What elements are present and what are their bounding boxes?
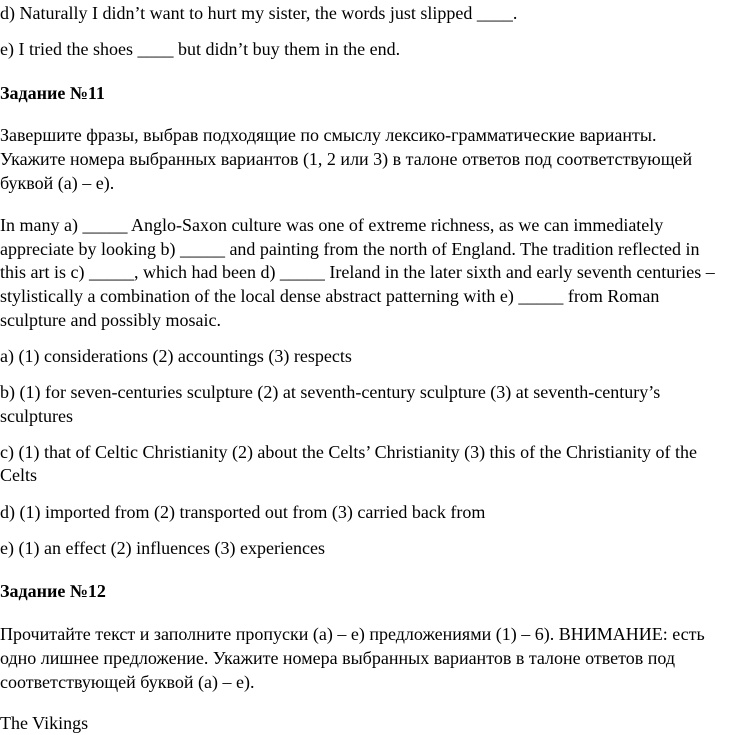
option-e: e) (1) an effect (2) influences (3) experiences (0, 538, 325, 558)
option-c: c) (1) that of Celtic Christianity (2) about the Celts’ Christianity (3) this of the Christianity of the (0, 442, 698, 462)
text-title: The Vikings (0, 713, 89, 733)
task-12-heading: Задание №12 (0, 581, 106, 601)
option-a: a) (1) considerations (2) accountings (3) respects (0, 346, 352, 366)
text-line: In many a) _____ Anglo-Saxon culture was one of extreme richness, as we can immediately (0, 215, 664, 235)
text-line: appreciate by looking b) _____ and painting from the north of England. The tradition reflected in (0, 239, 700, 259)
instruction-line: одно лишнее предложение. Укажите номера выбранных вариантов в талоне ответов под (0, 648, 676, 668)
instruction-line: соответствующей буквой (а) – е). (0, 672, 255, 692)
instruction-line: буквой (а) – е). (0, 173, 115, 193)
text-line: stylistically a combination of the local dense abstract patterning with e) _____ from Roman (0, 286, 660, 306)
task-11-heading: Задание №11 (0, 83, 105, 103)
text-line: sculpture and possibly mosaic. (0, 310, 221, 330)
option-b-continued: sculptures (0, 406, 73, 426)
option-b: b) (1) for seven-centuries sculpture (2) at seventh-century sculpture (3) at seventh-century’s (0, 382, 661, 402)
text-line: this art is c) _____, which had been d) _____ Ireland in the later sixth and early seventh centuries – (0, 262, 715, 282)
previous-item-d: d) Naturally I didn’t want to hurt my sister, the words just slipped ____. (0, 3, 518, 23)
instruction-line: Укажите номера выбранных вариантов (1, 2 или 3) в талоне ответов под соответствующей (0, 149, 693, 169)
option-c-continued: Celts (0, 465, 38, 485)
instruction-line: Прочитайте текст и заполните пропуски (а) – е) предложениями (1) – 6). ВНИМАНИЕ: есть (0, 624, 705, 644)
previous-item-e: e) I tried the shoes ____ but didn’t buy them in the end. (0, 39, 401, 59)
instruction-line: Завершите фразы, выбрав подходящие по смыслу лексико-грамматические варианты. (0, 125, 657, 145)
option-d: d) (1) imported from (2) transported out from (3) carried back from (0, 502, 486, 522)
